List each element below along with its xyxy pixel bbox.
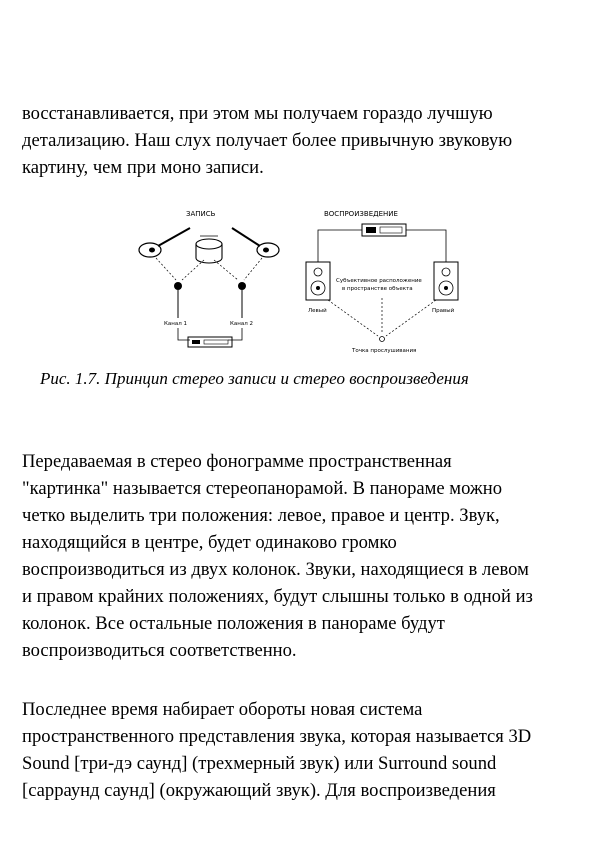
text-line: четко выделить три положения: левое, правое и центр. Звук, [22, 505, 500, 526]
text-line: воспроизводиться соответственно. [22, 640, 297, 661]
speaker-left-icon [306, 262, 330, 300]
text-line: восстанавливается, при этом мы получаем гораздо лучшую [22, 103, 493, 124]
channel-2-label: Канал 2 [230, 321, 254, 327]
text-line: "картинка" называется стереопанорамой. В панораме можно [22, 478, 503, 499]
speaker-right-icon [434, 262, 458, 300]
text-line: воспроизводиться из двух колонок. Звуки, находящиеся в левом [22, 559, 529, 580]
center-text-line-1: Субъективное расположение [336, 278, 422, 284]
text-line: детализацию. Наш слух получает более привычную звуковую [22, 130, 513, 151]
center-text-line-2: в пространстве объекта [342, 286, 413, 292]
text-line: пространственного представления звука, которая называется 3D [22, 726, 532, 747]
text-line: [сарраунд саунд] (окружающий звук). Для воспроизведения [22, 780, 496, 801]
speaker-left-label: Левый [308, 308, 327, 314]
microphone-right-icon [238, 282, 246, 318]
player-icon [362, 224, 406, 236]
guitar-left-icon [139, 228, 190, 257]
paragraph-3d-sound [22, 696, 577, 804]
channel-1-label: Канал 1 [164, 321, 188, 327]
text-line: Sound [три-дэ саунд] (трехмерный звук) или Surround sound [22, 753, 497, 774]
playback-title: ВОСПРОИЗВЕДЕНИЕ [324, 210, 398, 218]
drum-icon [196, 236, 222, 263]
text-line: и правом крайних положениях, будут слышны только в одной из [22, 586, 533, 607]
text-line: Последнее время набирает обороты новая система [22, 699, 423, 720]
paragraph-intro [22, 100, 577, 181]
stereo-diagram [128, 200, 468, 360]
text-line: колонок. Все остальные положения в панораме будут [22, 613, 445, 634]
recorder-icon [188, 337, 232, 347]
figure-caption: Рис. 1.7. Принцип стерео записи и стерео воспроизведения [40, 369, 469, 388]
microphone-left-icon [174, 282, 182, 318]
recording-title: ЗАПИСЬ [186, 210, 216, 218]
text-line: находящийся в центре, будет одинаково громко [22, 532, 397, 553]
text-line: Передаваемая в стерео фонограмме пространственная [22, 451, 452, 472]
listener-icon [380, 337, 385, 342]
speaker-right-label: Правый [432, 308, 455, 314]
listening-point-label: Точка прослушивания [352, 348, 417, 354]
text-line: картину, чем при моно записи. [22, 157, 264, 178]
paragraph-stereopanorama [22, 448, 577, 664]
guitar-right-icon [232, 228, 279, 257]
